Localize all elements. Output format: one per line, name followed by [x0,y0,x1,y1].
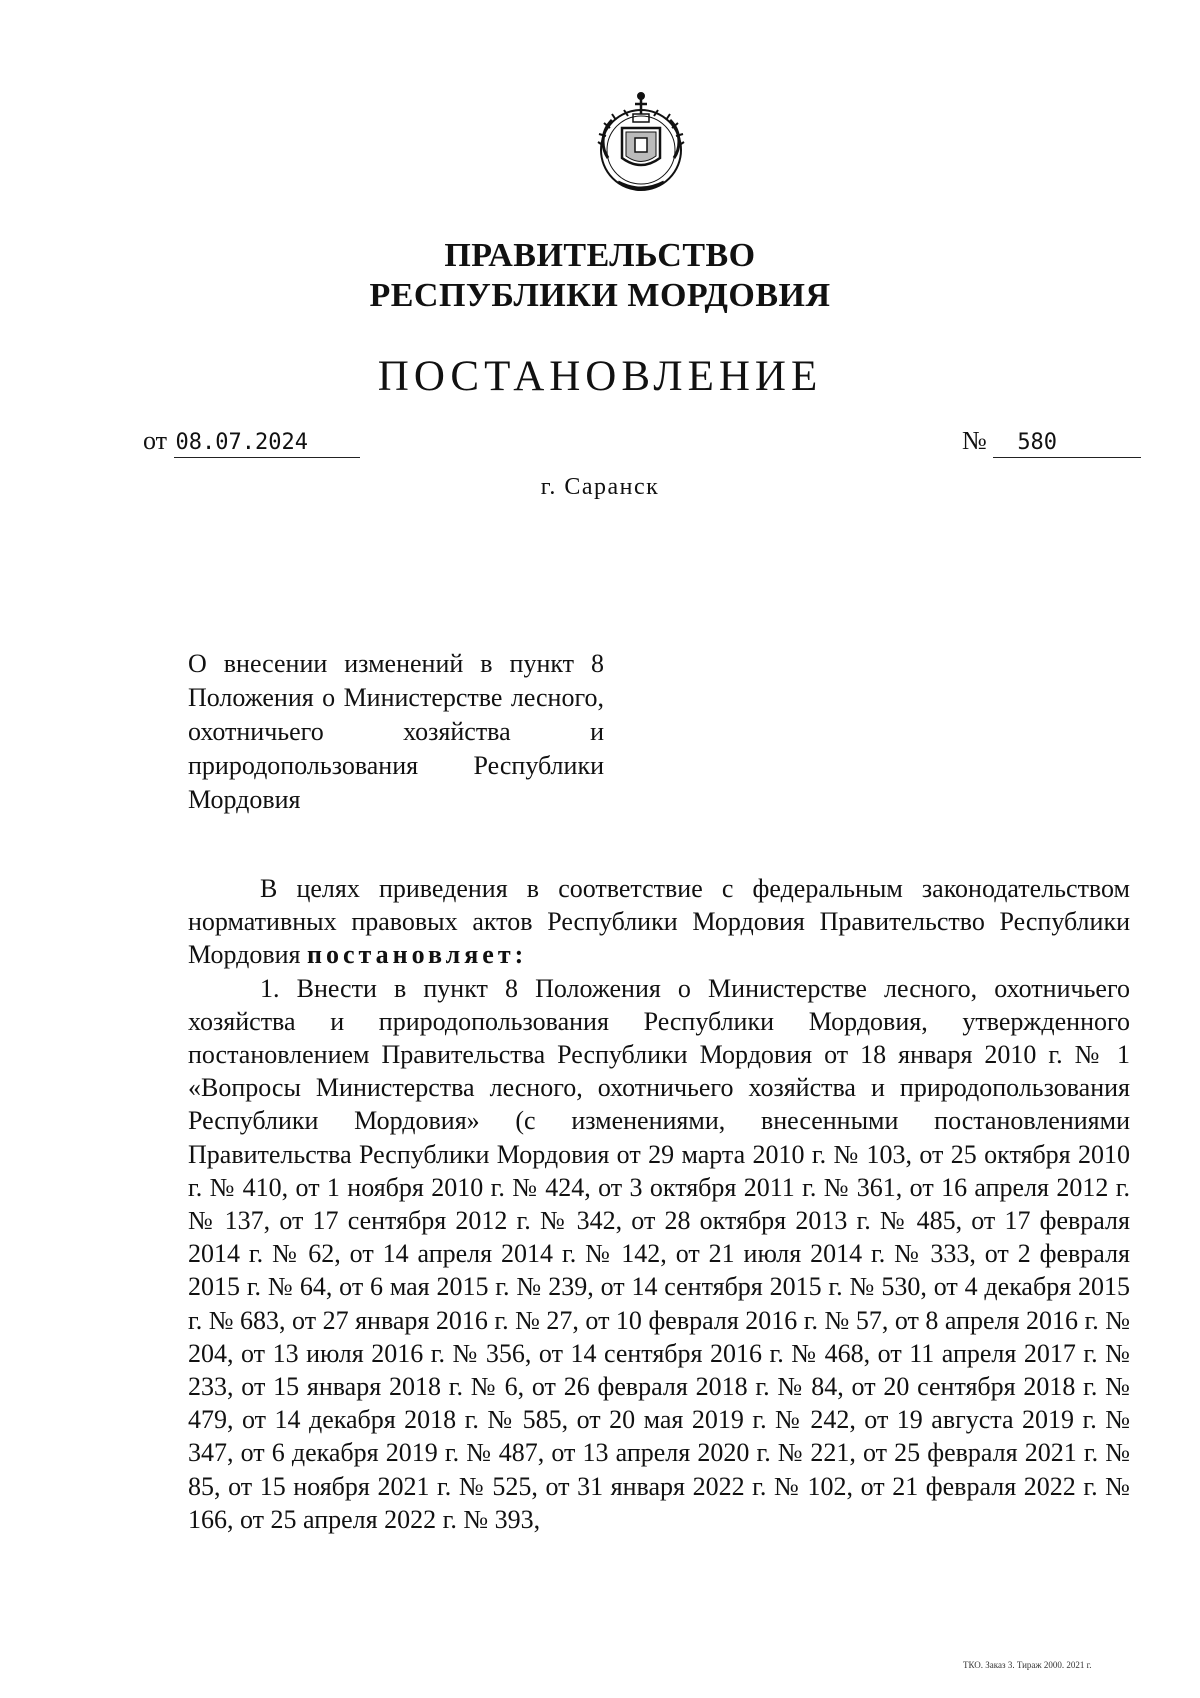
number-sign: № [962,426,987,455]
government-name-line2: РЕСПУБЛИКИ МОРДОВИЯ [369,277,831,314]
date-value: 08.07.2024 [174,429,360,458]
document-type-title: ПОСТАНОВЛЕНИЕ [377,353,823,400]
document-body [188,872,1130,1536]
document-subject: О внесении изменений в пункт 8 Положения о Министерстве лесного, охотничьего хозяйства и природопользования Республики Мордовия [188,649,604,814]
preamble-text: В целях приведения в соответствие с федеральным законодательством нормативных правовых актов Республики Мордовия Правительство Республики Мордовия [188,874,1130,970]
item-1-paragraph [188,972,1130,1536]
decree-word: постановляет: [307,940,528,970]
preamble-paragraph [188,872,1130,972]
print-footer: ТКО. Заказ 3. Тираж 2000. 2021 г. [963,1660,1092,1670]
date-prefix: от [143,426,168,455]
item-1-intro: 1. Внести в пункт 8 Положения о Министерстве лесного, охотничьего хозяйства и природопользования Республики Мордовия, утвержденного постановлением Правительства Республики Мордовия от 18 января 2010 г. № 1 «Вопросы Министерства лесного, охотничьего хозяйства и природопользования Республики Мордовия» [188,973,1130,1136]
document-number [962,425,1141,458]
item-1-amendments: (с изменениями, внесенными постановлениями Правительства Республики Мордовия от 29 марта 2010 г. № 103, от 25 октября 2010 г. № 410, от 1 ноября 2010 г. № 424, от 3 октября 2011 г. № 361, от 16 апреля 2012 г. № 137, от 17 сентября 2012 г. № 342, от 28 октября 2013 г. № 485, от 17 февраля 2014 г. № 62, от 14 апреля 2014 г. № 142, от 21 июля 2014 г. № 333, от 2 февраля 2015 г. № 64, от 6 мая 2015 г. № 239, от 14 сентября 2015 г. № 530, от 4 декабря 2015 г. № 683, от 27 января 2016 г. № 27, от 10 февраля 2016 г. № 57, от 8 апреля 2016 г. № 204, от 13 июля 2016 г. № 356, от 14 сентября 2016 г. № 468, от 11 апреля 2017 г. № 233, от 15 января 2018 г. № 6, от 26 февраля 2018 г. № 84, от 20 сентября 2018 г. № 479, от 14 декабря 2018 г. № 585, от 20 мая 2019 г. № 242, от 19 августа 2019 г. № 347, от 6 декабря 2019 г. № 487, от 13 апреля 2020 г. № 221, от 25 февраля 2021 г. № 85, от 15 ноября 2021 г. № 525, от 31 января 2022 г. № 102, от 21 февраля 2022 г. № 166, от 25 апреля 2022 г. № 393, [188,1106,1130,1534]
coat-of-arms-emblem [586,88,696,200]
document-date [143,425,360,458]
city-name: г. Саранск [540,474,660,500]
government-name-line1: ПРАВИТЕЛЬСТВО [444,237,756,274]
number-value: 580 [993,429,1141,458]
